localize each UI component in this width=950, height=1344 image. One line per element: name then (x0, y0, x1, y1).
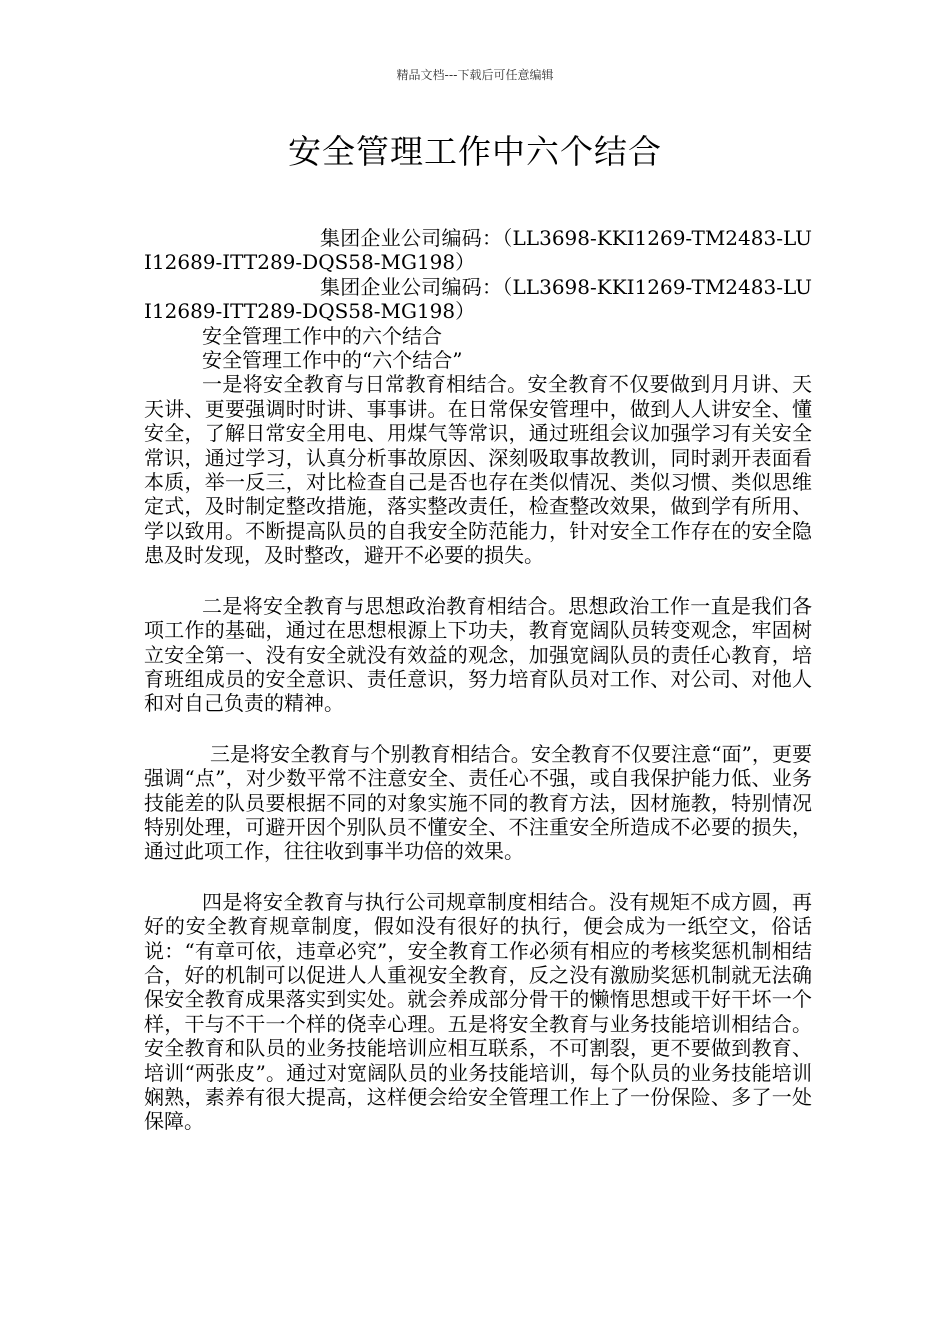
document-body (144, 226, 812, 1134)
document-title: 安全管理工作中六个结合 (288, 132, 662, 171)
company-code-line: 集团企业公司编码：（LL3698-KKI1269-TM2483-LUI12689-ITT289-DQS58-MG198） (144, 226, 812, 275)
company-code-line: 集团企业公司编码：（LL3698-KKI1269-TM2483-LUI12689-ITT289-DQS58-MG198） (144, 274, 812, 324)
paragraph-2: 二是将安全教育与思想政治教育相结合。思想政治工作一直是我们各项工作的基础，通过在思想根源上下功夫，教育宽阔队员转变观念，牢固树立安全第一、没有安全就没有效益的观念，加强宽阔队员的责任心教育，培育班组成员的安全意识、责任意识，努力培育队员对工作、对公司、对他人和对自己负责的精神。 (144, 593, 812, 716)
subtitle: 安全管理工作中的六个结合 (202, 323, 442, 348)
page-header: 精品文档---下载后可任意编辑 (396, 68, 554, 82)
subtitle: 安全管理工作中的“六个结合” (202, 348, 463, 373)
paragraph-1: 一是将安全教育与日常教育相结合。安全教育不仅要做到月月讲、天天讲、更要强调时时讲、事事讲。在日常保安管理中，做到人人讲安全、懂安全，了解日常安全用电、用煤气等常识，通过班组会议加强学习有关安全常识，通过学习，认真分析事故原因、深刻吸取事故教训，同时剥开表面看本质，举一反三，对比检查自己是否也存在类似情况、类似习惯、类似思维定式，及时制定整改措施，落实整改责任，检查整改效果，做到学有所用、学以致用。不断提高队员的自我安全防范能力，针对安全工作存在的安全隐患及时发现，及时整改，避开不必要的损失。 (144, 372, 812, 568)
paragraph-gap (144, 568, 812, 594)
paragraph-4: 四是将安全教育与执行公司规章制度相结合。没有规矩不成方圆，再好的安全教育规章制度，假如没有很好的执行，便会成为一纸空文，俗话说：“有章可依，违章必究”，安全教育工作必须有相应的考核奖惩机制相结合，好的机制可以促进人人重视安全教育，反之没有激励奖惩机制就无法确保安全教育成果落实到实处。就会养成部分骨干的懒惰思想或干好干坏一个样，干与不干一个样的侥幸心理。五是将安全教育与业务技能培训相结合。安全教育和队员的业务技能培训应相互联系，不可割裂，更不要做到教育、培训“两张皮”。通过对宽阔队员的业务技能培训，每个队员的业务技能培训娴熟，素养有很大提高，这样便会给安全管理工作上了一份保险、多了一处保障。 (144, 889, 812, 1134)
paragraph-gap (144, 864, 812, 890)
paragraph-gap (144, 716, 812, 742)
paragraph-3: 三是将安全教育与个别教育相结合。安全教育不仅要注意“面”，更要强调“点”，对少数平常不注意安全、责任心不强，或自我保护能力低、业务技能差的队员要根据不同的对象实施不同的教育方法，因材施教，特别情况特别处理，可避开因个别队员不懂安全、不注重安全所造成不必要的损失，通过此项工作，往往收到事半功倍的效果。 (144, 741, 812, 864)
